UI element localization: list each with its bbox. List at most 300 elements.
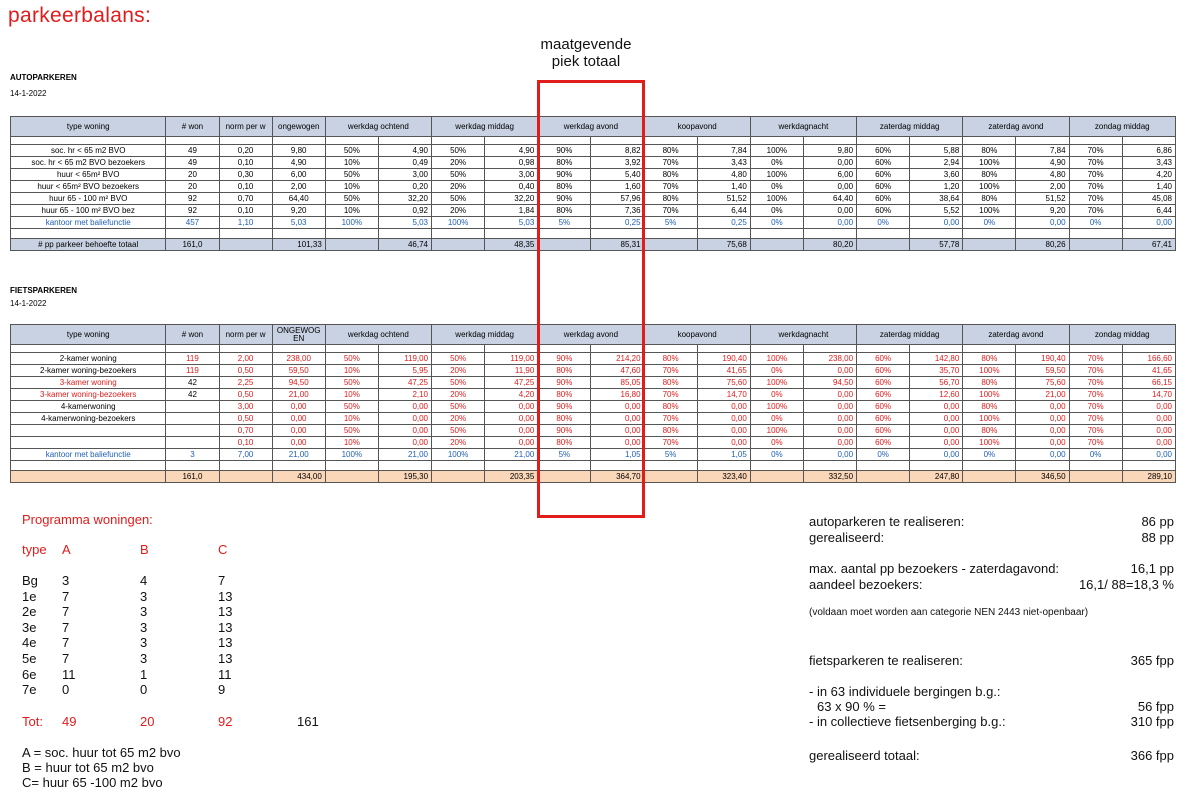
cell-value: 100% bbox=[963, 205, 1016, 217]
cell-value: 60% bbox=[857, 353, 910, 365]
cell-value: 5% bbox=[538, 449, 591, 461]
programma-cell: 11 bbox=[218, 666, 232, 682]
total-value bbox=[750, 471, 803, 483]
cell-value: 21,00 bbox=[485, 449, 538, 461]
total-value: 57,78 bbox=[910, 239, 963, 251]
cell-value: 20 bbox=[166, 169, 219, 181]
max-bezoekers-value: 16,1 pp bbox=[1130, 561, 1174, 576]
cell-value: 21,00 bbox=[1016, 389, 1069, 401]
programma-cell: 1e bbox=[22, 588, 37, 604]
row-label: huur 65 - 100 m² BVO bez bbox=[11, 205, 166, 217]
cell-value: 80% bbox=[963, 425, 1016, 437]
cell-value: 51,52 bbox=[697, 193, 750, 205]
cell-value: 70% bbox=[1069, 353, 1122, 365]
cell-value: 4,90 bbox=[378, 145, 431, 157]
cell-value: 6,00 bbox=[272, 169, 325, 181]
cell-value: 0,00 bbox=[803, 217, 856, 229]
programma-cell: 7 bbox=[62, 619, 70, 635]
cell-value: 5% bbox=[538, 217, 591, 229]
programma-cell: 3e bbox=[22, 619, 37, 635]
column-header: zaterdag avond bbox=[963, 325, 1069, 345]
total-value: 46,74 bbox=[378, 239, 431, 251]
cell-value: 0% bbox=[750, 181, 803, 193]
total-value: 101,33 bbox=[272, 239, 325, 251]
cell-value: 5,40 bbox=[591, 169, 644, 181]
cell-value: 119 bbox=[166, 365, 219, 377]
programma-total: Tot: bbox=[22, 714, 43, 729]
individueel-calc-value: 56 fpp bbox=[1137, 699, 1174, 714]
cell-value: 1,84 bbox=[485, 205, 538, 217]
cell-value: 100% bbox=[750, 193, 803, 205]
cell-value: 0,00 bbox=[697, 437, 750, 449]
total-value bbox=[963, 471, 1016, 483]
cell-value: 80% bbox=[644, 401, 697, 413]
cell-value: 5,03 bbox=[378, 217, 431, 229]
individueel-label: - in 63 individuele bergingen b.g.: bbox=[809, 684, 1001, 699]
total-value: 289,10 bbox=[1122, 471, 1175, 483]
cell-value: 47,25 bbox=[378, 377, 431, 389]
row-label: 3-kamer woning-bezoekers bbox=[11, 389, 166, 401]
cell-value: 100% bbox=[750, 145, 803, 157]
cell-value: 0,00 bbox=[591, 413, 644, 425]
cell-value: 50% bbox=[432, 377, 485, 389]
cell-value: 238,00 bbox=[272, 353, 325, 365]
cell-value: 2,00 bbox=[1016, 181, 1069, 193]
cell-value: 50% bbox=[432, 425, 485, 437]
programma-cell: 1 bbox=[140, 666, 148, 682]
fiets-te-realiseren-label: fietsparkeren te realiseren: bbox=[809, 653, 963, 668]
cell-value: 70% bbox=[1069, 205, 1122, 217]
cell-value: 0,00 bbox=[1122, 401, 1175, 413]
cell-value: 4,80 bbox=[1016, 169, 1069, 181]
cell-value: 100% bbox=[750, 169, 803, 181]
peak-label-line2: piek totaal bbox=[551, 53, 621, 70]
programma-cell: 0 bbox=[62, 682, 70, 698]
cell-value: 5% bbox=[644, 217, 697, 229]
max-bezoekers-label: max. aantal pp bezoekers - zaterdagavond: bbox=[809, 561, 1060, 576]
cell-value: 5,03 bbox=[272, 217, 325, 229]
row-label: huur < 65m² BVO bbox=[11, 169, 166, 181]
cell-value: 119 bbox=[166, 353, 219, 365]
cell-value: 80% bbox=[538, 413, 591, 425]
cell-value: 0,00 bbox=[910, 449, 963, 461]
cell-value: 1,05 bbox=[697, 449, 750, 461]
total-value: 434,00 bbox=[272, 471, 325, 483]
total-value: 75,68 bbox=[697, 239, 750, 251]
cell-value: 0,00 bbox=[591, 425, 644, 437]
cell-value: 0,00 bbox=[1122, 425, 1175, 437]
cell-value: 0% bbox=[750, 157, 803, 169]
total-value bbox=[219, 239, 272, 251]
cell-value: 0,00 bbox=[910, 217, 963, 229]
programma-cell: 2e bbox=[22, 604, 37, 620]
cell-value: 32,20 bbox=[485, 193, 538, 205]
cell-value: 2,10 bbox=[378, 389, 431, 401]
cell-value: 21,00 bbox=[378, 449, 431, 461]
cell-value: 70% bbox=[1069, 169, 1122, 181]
auto-section-date: 14-1-2022 bbox=[10, 89, 47, 98]
cell-value: 0,00 bbox=[803, 413, 856, 425]
programma-cell: 7 bbox=[62, 651, 70, 666]
cell-value: 80% bbox=[963, 377, 1016, 389]
column-header: werkdag ochtend bbox=[325, 117, 431, 137]
cell-value: 0,70 bbox=[219, 193, 272, 205]
column-header: # won bbox=[166, 117, 219, 137]
cell-value: 238,00 bbox=[803, 353, 856, 365]
programma-cell: 3 bbox=[140, 604, 148, 620]
programma-total: 161 bbox=[297, 714, 319, 729]
cell-value: 0,00 bbox=[485, 413, 538, 425]
cell-value: 4,90 bbox=[1016, 157, 1069, 169]
programma-cell: 7e bbox=[22, 682, 37, 698]
row-label: kantoor met baliefunctie bbox=[11, 217, 166, 229]
cell-value: 1,40 bbox=[697, 181, 750, 193]
cell-value: 3,00 bbox=[378, 169, 431, 181]
cell-value: 0% bbox=[750, 437, 803, 449]
cell-value: 0,00 bbox=[272, 437, 325, 449]
programma-cell: 6e bbox=[22, 666, 37, 682]
programma-header: type bbox=[22, 542, 47, 557]
cell-value: 80% bbox=[538, 157, 591, 169]
cell-value: 50% bbox=[432, 145, 485, 157]
cell-value: 0,00 bbox=[378, 425, 431, 437]
cell-value: 100% bbox=[750, 401, 803, 413]
column-header: zaterdag avond bbox=[963, 117, 1069, 137]
cell-value: 0,00 bbox=[697, 413, 750, 425]
cell-value: 80% bbox=[644, 377, 697, 389]
cell-value: 60% bbox=[857, 401, 910, 413]
cell-value: 100% bbox=[325, 217, 378, 229]
programma-cell: 7 bbox=[62, 635, 70, 651]
cell-value: 9,80 bbox=[803, 145, 856, 157]
total-value: 323,40 bbox=[697, 471, 750, 483]
cell-value: 0,00 bbox=[272, 413, 325, 425]
cell-value: 6,86 bbox=[1122, 145, 1175, 157]
programma-total: 49 bbox=[62, 714, 77, 729]
cell-value: 0% bbox=[750, 205, 803, 217]
total-label bbox=[11, 471, 166, 483]
cell-value: 70% bbox=[644, 437, 697, 449]
cell-value: 0,00 bbox=[803, 401, 856, 413]
total-value: 247,80 bbox=[910, 471, 963, 483]
total-value bbox=[432, 471, 485, 483]
cell-value: 20% bbox=[432, 181, 485, 193]
cell-value: 10% bbox=[325, 437, 378, 449]
cell-value: 457 bbox=[166, 217, 219, 229]
voldaan-note: (voldaan moet worden aan categorie NEN 2443 niet-openbaar) bbox=[809, 607, 1089, 618]
aandeel-value: 16,1/ 88=18,3 % bbox=[1078, 577, 1174, 592]
programma-cell: 7 bbox=[62, 604, 70, 620]
cell-value: 10% bbox=[325, 157, 378, 169]
cell-value: 9,80 bbox=[272, 145, 325, 157]
column-header: norm per w bbox=[219, 117, 272, 137]
cell-value: 4,90 bbox=[272, 157, 325, 169]
cell-value: 0,00 bbox=[803, 437, 856, 449]
total-value: 161,0 bbox=[166, 471, 219, 483]
cell-value: 70% bbox=[644, 157, 697, 169]
column-header: type woning bbox=[11, 325, 166, 345]
cell-value: 0,00 bbox=[485, 401, 538, 413]
cell-value: 0,50 bbox=[219, 413, 272, 425]
cell-value: 0,70 bbox=[219, 425, 272, 437]
cell-value: 50% bbox=[325, 193, 378, 205]
cell-value: 50% bbox=[325, 377, 378, 389]
programma-cell: Bg bbox=[22, 573, 38, 588]
cell-value: 4,20 bbox=[1122, 169, 1175, 181]
cell-value: 70% bbox=[644, 205, 697, 217]
cell-value: 0,10 bbox=[219, 157, 272, 169]
cell-value: 20% bbox=[432, 413, 485, 425]
cell-value: 0,50 bbox=[219, 389, 272, 401]
total-value: 203,35 bbox=[485, 471, 538, 483]
row-label: 2-kamer woning bbox=[11, 353, 166, 365]
cell-value: 0,00 bbox=[1122, 413, 1175, 425]
total-value bbox=[644, 239, 697, 251]
column-header: koopavond bbox=[644, 325, 750, 345]
cell-value: 3,43 bbox=[697, 157, 750, 169]
cell-value: 20% bbox=[432, 437, 485, 449]
total-value bbox=[857, 471, 910, 483]
cell-value: 59,50 bbox=[272, 365, 325, 377]
cell-value: 0,00 bbox=[1122, 437, 1175, 449]
cell-value: 2,25 bbox=[219, 377, 272, 389]
cell-value: 10% bbox=[325, 181, 378, 193]
cell-value: 7,84 bbox=[697, 145, 750, 157]
cell-value: 41,65 bbox=[697, 365, 750, 377]
total-value: 161,0 bbox=[166, 239, 219, 251]
cell-value: 119,00 bbox=[378, 353, 431, 365]
total-value: 332,50 bbox=[803, 471, 856, 483]
total-value bbox=[963, 239, 1016, 251]
cell-value: 50% bbox=[432, 353, 485, 365]
cell-value: 6,44 bbox=[1122, 205, 1175, 217]
cell-value: 1,20 bbox=[910, 181, 963, 193]
cell-value: 5,95 bbox=[378, 365, 431, 377]
cell-value: 0,00 bbox=[803, 365, 856, 377]
cell-value bbox=[166, 425, 219, 437]
cell-value: 7,84 bbox=[1016, 145, 1069, 157]
cell-value bbox=[166, 437, 219, 449]
cell-value: 0,00 bbox=[697, 401, 750, 413]
cell-value: 0% bbox=[750, 413, 803, 425]
programma-title: Programma woningen: bbox=[22, 512, 153, 527]
cell-value: 75,60 bbox=[1016, 377, 1069, 389]
column-header: zaterdag middag bbox=[857, 117, 963, 137]
column-header: zondag middag bbox=[1069, 325, 1175, 345]
total-value bbox=[219, 471, 272, 483]
cell-value: 0,00 bbox=[378, 401, 431, 413]
cell-value: 0% bbox=[857, 217, 910, 229]
cell-value: 4,90 bbox=[485, 145, 538, 157]
programma-cell: 9 bbox=[218, 682, 226, 698]
cell-value: 60% bbox=[857, 145, 910, 157]
cell-value: 47,25 bbox=[485, 377, 538, 389]
cell-value: 190,40 bbox=[697, 353, 750, 365]
cell-value: 0,25 bbox=[697, 217, 750, 229]
cell-value: 0,00 bbox=[910, 425, 963, 437]
programma-cell: 0 bbox=[140, 682, 148, 698]
total-value: 346,50 bbox=[1016, 471, 1069, 483]
cell-value: 80% bbox=[538, 205, 591, 217]
cell-value: 166,60 bbox=[1122, 353, 1175, 365]
cell-value: 64,40 bbox=[272, 193, 325, 205]
cell-value: 0,00 bbox=[910, 437, 963, 449]
cell-value: 50% bbox=[432, 169, 485, 181]
column-header: werkdagnacht bbox=[750, 117, 856, 137]
totaal-label: gerealiseerd totaal: bbox=[809, 748, 920, 763]
cell-value: 2,94 bbox=[910, 157, 963, 169]
cell-value: 0,00 bbox=[485, 425, 538, 437]
aandeel-label: aandeel bezoekers: bbox=[809, 577, 923, 592]
cell-value: 50% bbox=[325, 353, 378, 365]
programma-cell: 3 bbox=[140, 635, 148, 651]
row-label bbox=[11, 437, 166, 449]
cell-value: 0,20 bbox=[219, 145, 272, 157]
cell-value: 4,80 bbox=[697, 169, 750, 181]
cell-value: 0,10 bbox=[219, 437, 272, 449]
column-header: # won bbox=[166, 325, 219, 345]
cell-value: 14,70 bbox=[697, 389, 750, 401]
cell-value: 0,40 bbox=[485, 181, 538, 193]
row-label: huur 65 - 100 m² BVO bbox=[11, 193, 166, 205]
cell-value: 38,64 bbox=[910, 193, 963, 205]
cell-value: 3,00 bbox=[485, 169, 538, 181]
cell-value: 70% bbox=[1069, 193, 1122, 205]
total-value bbox=[857, 239, 910, 251]
cell-value: 92 bbox=[166, 193, 219, 205]
cell-value bbox=[166, 401, 219, 413]
cell-value: 5,52 bbox=[910, 205, 963, 217]
cell-value: 20% bbox=[432, 389, 485, 401]
programma-cell: 13 bbox=[218, 619, 233, 635]
column-header: zaterdag middag bbox=[857, 325, 963, 345]
gerealiseerd-label: gerealiseerd: bbox=[809, 530, 885, 545]
cell-value: 0,25 bbox=[591, 217, 644, 229]
cell-value: 60% bbox=[857, 377, 910, 389]
cell-value: 0% bbox=[1069, 449, 1122, 461]
cell-value: 90% bbox=[538, 193, 591, 205]
peak-highlight-box bbox=[537, 80, 645, 518]
cell-value: 60% bbox=[857, 413, 910, 425]
cell-value: 0,92 bbox=[378, 205, 431, 217]
cell-value: 8,82 bbox=[591, 145, 644, 157]
cell-value: 50% bbox=[325, 169, 378, 181]
total-value bbox=[750, 239, 803, 251]
cell-value: 70% bbox=[1069, 425, 1122, 437]
cell-value: 0,00 bbox=[803, 425, 856, 437]
column-header: werkdag avond bbox=[538, 117, 644, 137]
cell-value: 60% bbox=[857, 365, 910, 377]
cell-value: 49 bbox=[166, 157, 219, 169]
cell-value: 0,00 bbox=[803, 449, 856, 461]
cell-value: 100% bbox=[963, 437, 1016, 449]
auto-section-title: AUTOPARKEREN bbox=[10, 73, 77, 82]
cell-value: 0,00 bbox=[697, 425, 750, 437]
cell-value: 35,70 bbox=[910, 365, 963, 377]
page-title: parkeerbalans: bbox=[8, 4, 152, 27]
column-header: werkdag ochtend bbox=[325, 325, 431, 345]
cell-value: 9,20 bbox=[1016, 205, 1069, 217]
cell-value: 85,05 bbox=[591, 377, 644, 389]
row-label: huur < 65m² BVO bezoekers bbox=[11, 181, 166, 193]
cell-value: 80% bbox=[963, 145, 1016, 157]
programma-total: 92 bbox=[218, 714, 233, 729]
cell-value: 0% bbox=[857, 449, 910, 461]
cell-value: 49 bbox=[166, 145, 219, 157]
cell-value: 10% bbox=[325, 389, 378, 401]
cell-value: 190,40 bbox=[1016, 353, 1069, 365]
cell-value: 3 bbox=[166, 449, 219, 461]
cell-value: 0,00 bbox=[910, 413, 963, 425]
total-value bbox=[1069, 239, 1122, 251]
peak-label-line1: maatgevende bbox=[540, 36, 632, 53]
cell-value: 0% bbox=[963, 449, 1016, 461]
cell-value: 1,05 bbox=[591, 449, 644, 461]
cell-value: 100% bbox=[963, 413, 1016, 425]
cell-value: 119,00 bbox=[485, 353, 538, 365]
programma-cell: 13 bbox=[218, 635, 233, 651]
fiets-section-date: 14-1-2022 bbox=[10, 299, 47, 308]
cell-value: 0,00 bbox=[803, 389, 856, 401]
programma-header: B bbox=[140, 542, 149, 557]
cell-value: 3,43 bbox=[1122, 157, 1175, 169]
cell-value: 214,20 bbox=[591, 353, 644, 365]
cell-value: 50% bbox=[432, 401, 485, 413]
cell-value: 64,40 bbox=[803, 193, 856, 205]
cell-value: 60% bbox=[857, 389, 910, 401]
row-label bbox=[11, 425, 166, 437]
cell-value: 66,15 bbox=[1122, 377, 1175, 389]
cell-value: 5,03 bbox=[485, 217, 538, 229]
cell-value: 100% bbox=[325, 449, 378, 461]
cell-value: 60% bbox=[857, 157, 910, 169]
cell-value: 70% bbox=[1069, 377, 1122, 389]
cell-value: 3,00 bbox=[219, 401, 272, 413]
total-value bbox=[644, 471, 697, 483]
total-value: 48,35 bbox=[485, 239, 538, 251]
cell-value: 41,65 bbox=[1122, 365, 1175, 377]
cell-value: 0,00 bbox=[1016, 437, 1069, 449]
cell-value: 142,80 bbox=[910, 353, 963, 365]
cell-value: 100% bbox=[963, 389, 1016, 401]
cell-value: 100% bbox=[432, 449, 485, 461]
cell-value: 0,00 bbox=[1016, 425, 1069, 437]
programma-cell: 3 bbox=[140, 651, 148, 666]
cell-value: 60% bbox=[857, 169, 910, 181]
cell-value: 0% bbox=[750, 449, 803, 461]
cell-value: 50% bbox=[325, 401, 378, 413]
cell-value: 0,00 bbox=[1122, 217, 1175, 229]
cell-value: 45,08 bbox=[1122, 193, 1175, 205]
programma-cell: 3 bbox=[140, 588, 148, 604]
fiets-section-title: FIETSPARKEREN bbox=[10, 286, 77, 295]
programma-total: 20 bbox=[140, 714, 155, 729]
total-value bbox=[1069, 471, 1122, 483]
cell-value: 80% bbox=[644, 353, 697, 365]
cell-value: 90% bbox=[538, 169, 591, 181]
cell-value: 80% bbox=[538, 437, 591, 449]
cell-value: 0,00 bbox=[1016, 217, 1069, 229]
programma-cell: 11 bbox=[62, 666, 76, 682]
cell-value: 80% bbox=[538, 181, 591, 193]
cell-value: 50% bbox=[325, 425, 378, 437]
cell-value: 20% bbox=[432, 157, 485, 169]
cell-value: 90% bbox=[538, 377, 591, 389]
cell-value: 100% bbox=[750, 377, 803, 389]
programma-header: A bbox=[62, 542, 71, 557]
programma-cell: 3 bbox=[140, 619, 148, 635]
collectief-label: - in collectieve fietsenberging b.g.: bbox=[809, 714, 1006, 729]
